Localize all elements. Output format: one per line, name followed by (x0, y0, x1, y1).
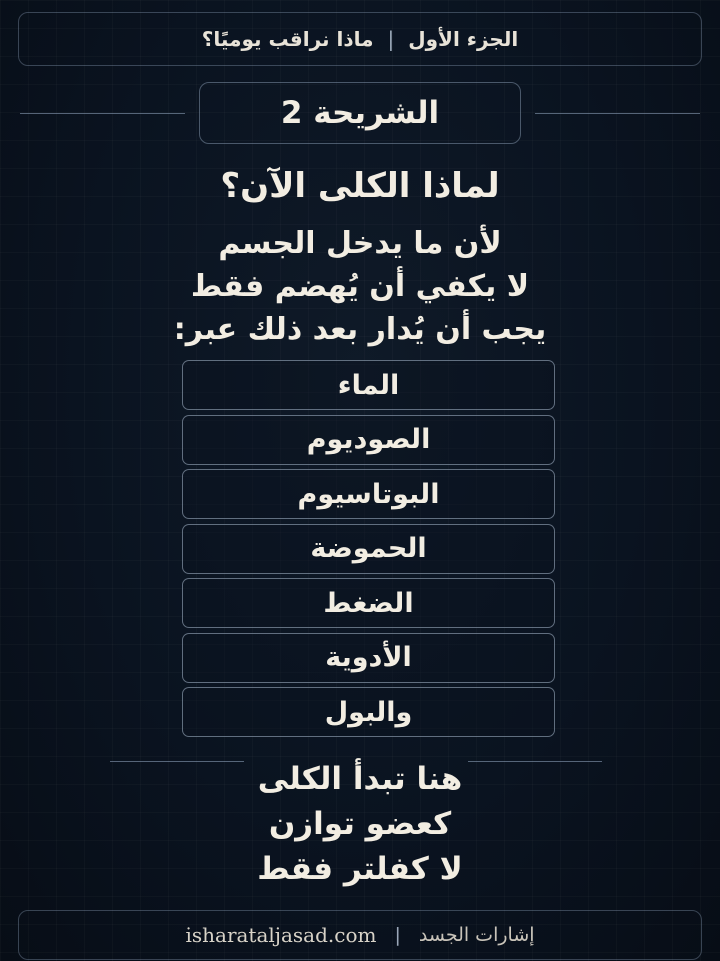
list-item: البوتاسيوم (182, 469, 555, 519)
header-separator: | (387, 27, 395, 51)
list-item: الضغط (182, 578, 555, 628)
divider-line-left (20, 113, 185, 114)
header-part: الجزء الأول (408, 27, 519, 51)
intro-line: لا يكفي أن يُهضم فقط (190, 269, 530, 304)
managed-items-list (182, 360, 555, 742)
list-item: والبول (182, 687, 555, 737)
footer (18, 910, 702, 960)
intro-line: يجب أن يُدار بعد ذلك عبر: (173, 312, 547, 347)
slide-question: لماذا الكلى الآن؟ (220, 166, 500, 206)
list-item: الأدوية (182, 633, 555, 683)
slide-number: الشريحة 2 (199, 82, 521, 144)
footer-brand: إشارات الجسد (418, 924, 535, 946)
list-item: الصوديوم (182, 415, 555, 465)
divider-line-right (535, 113, 700, 114)
slide-title-row (20, 82, 700, 144)
header-topic: ماذا نراقب يوميًا؟ (201, 27, 374, 51)
series-header (18, 12, 702, 66)
conclusion-line: كعضو توازن (268, 806, 452, 842)
conclusion-line: لا كفلتر فقط (257, 851, 463, 887)
conclusion-line: هنا تبدأ الكلى (257, 761, 463, 797)
list-item: الماء (182, 360, 555, 410)
list-item: الحموضة (182, 524, 555, 574)
footer-separator: | (394, 924, 401, 946)
conclusion-text (0, 757, 720, 892)
intro-line: لأن ما يدخل الجسم (218, 226, 502, 261)
footer-site-link[interactable]: isharataljasad.com (185, 923, 377, 947)
intro-text (0, 222, 720, 351)
